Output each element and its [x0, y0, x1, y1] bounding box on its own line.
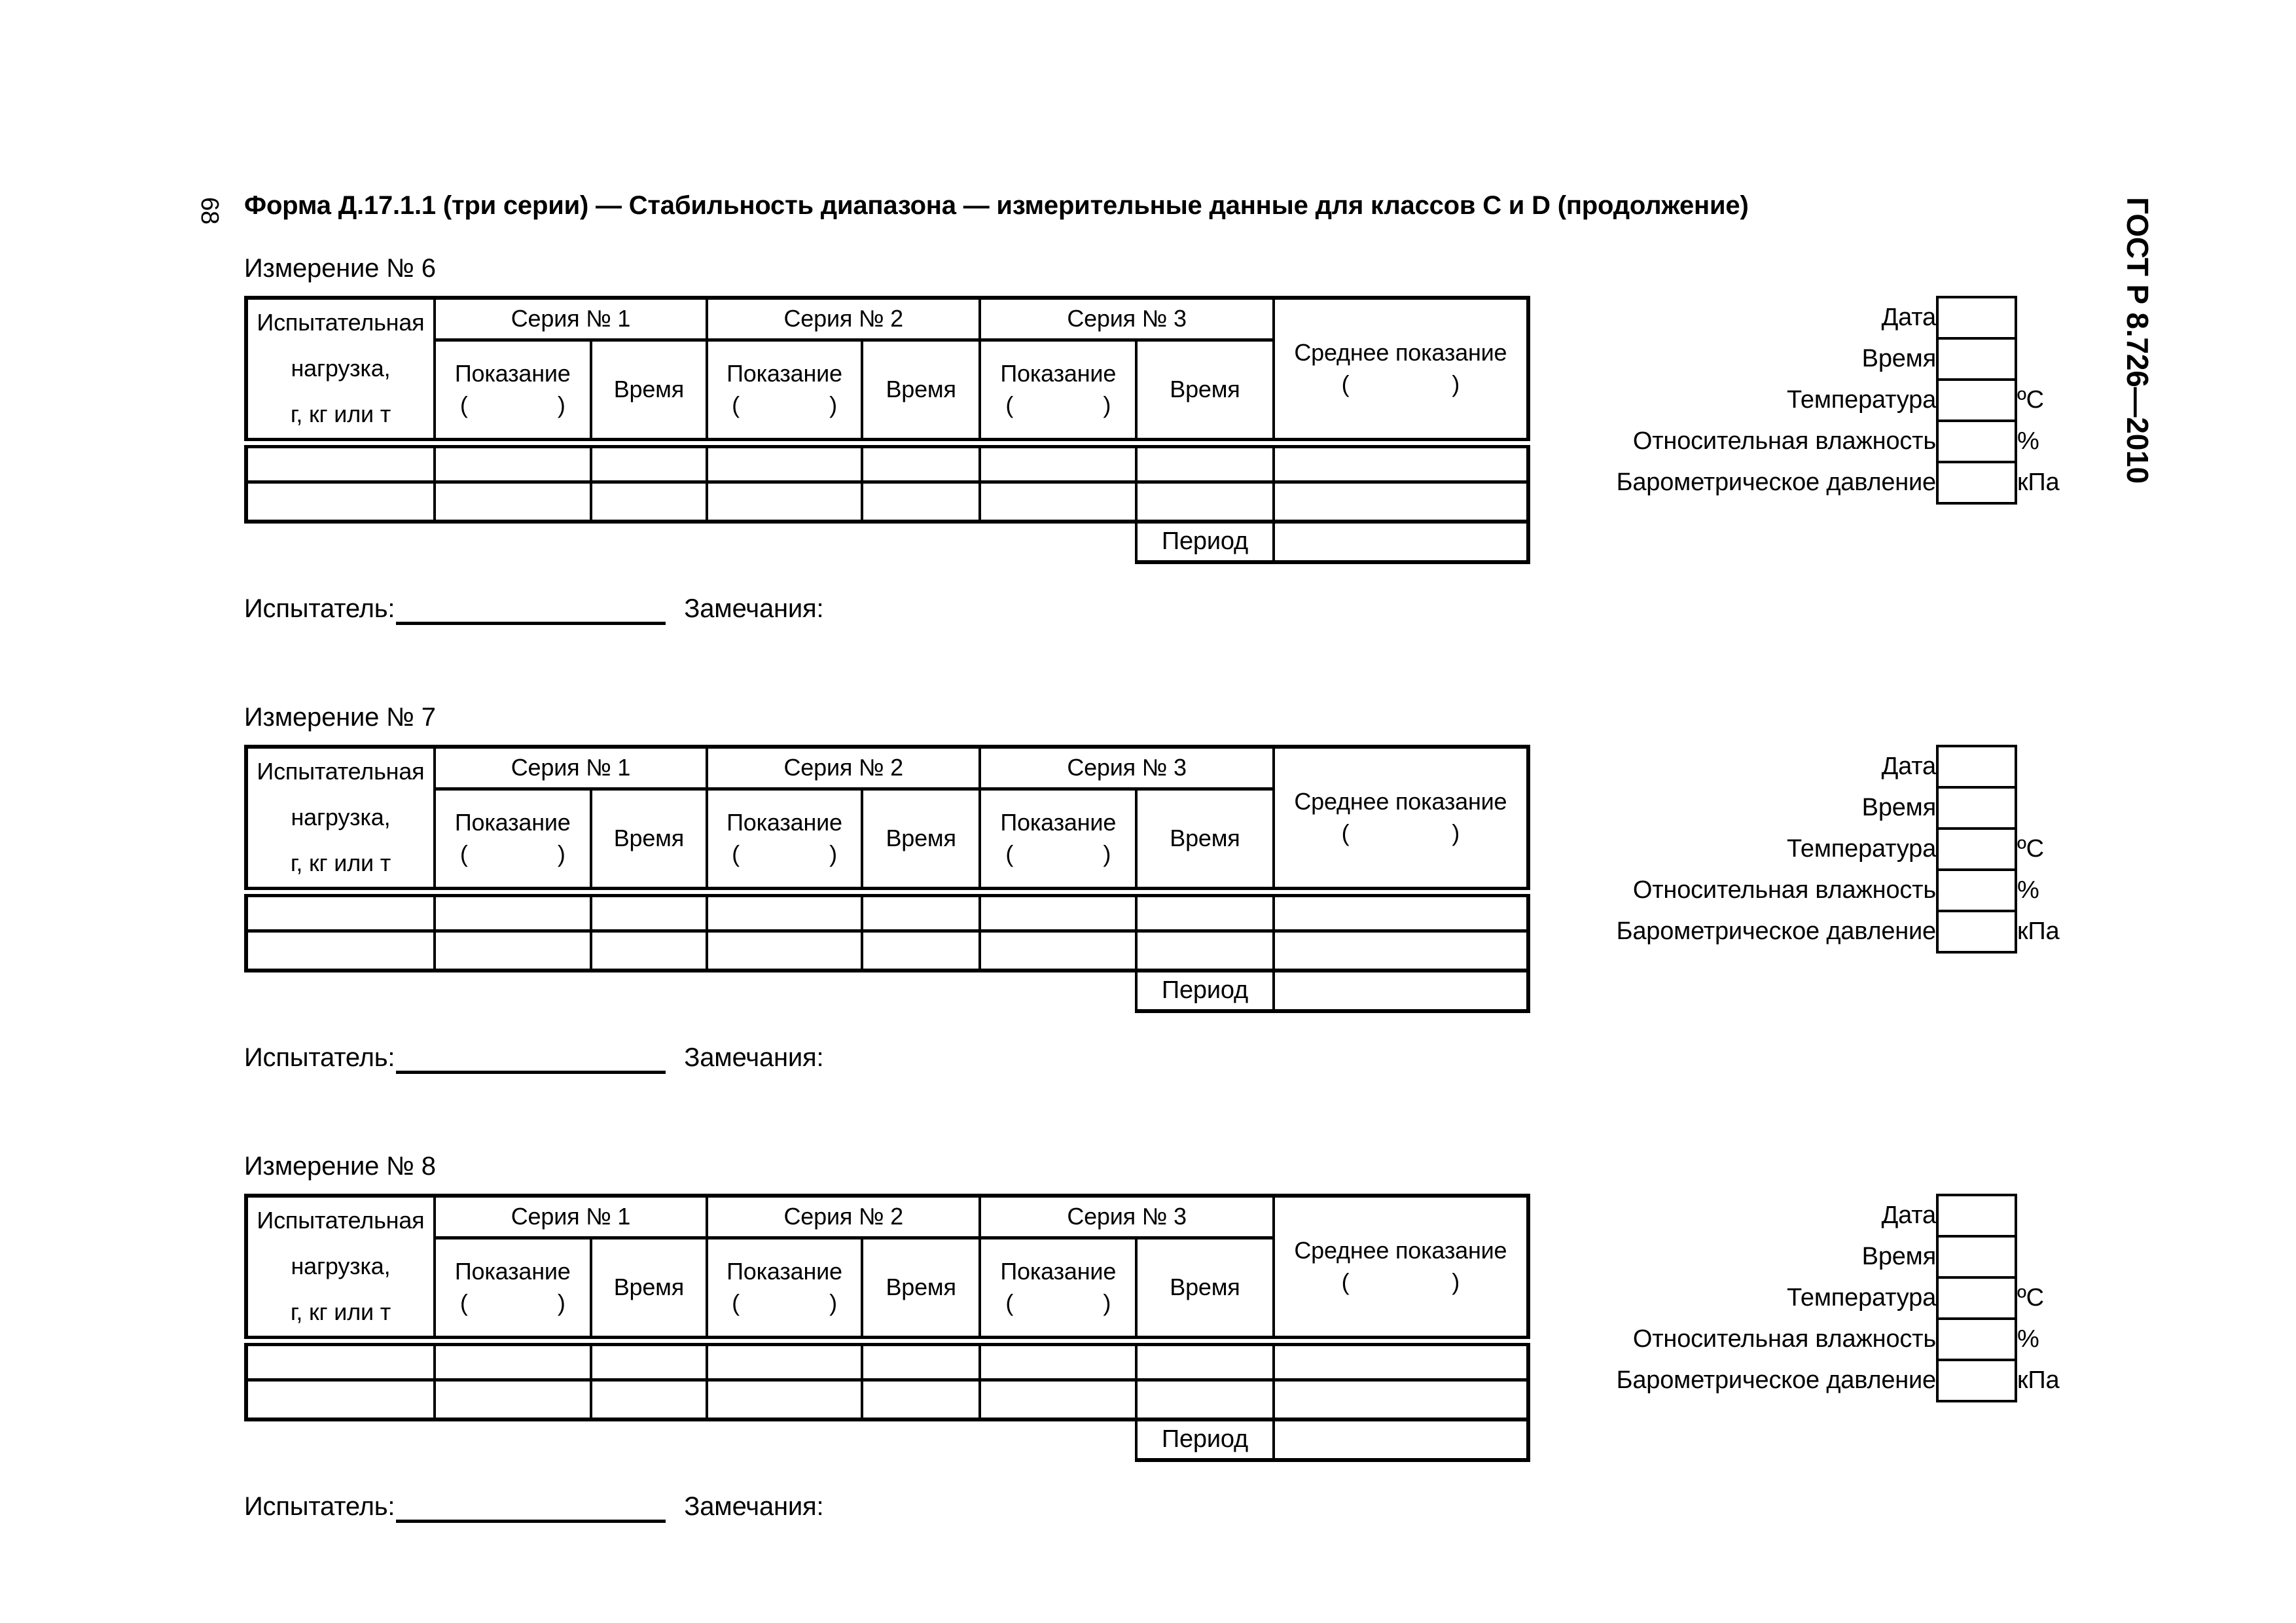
env-unit: %	[2017, 876, 2039, 904]
data-cell[interactable]	[591, 892, 708, 931]
env-label-date: Дата	[1881, 1202, 1936, 1229]
load-header-line: г, кг или т	[290, 1298, 391, 1326]
env-value-box[interactable]	[1937, 911, 2016, 952]
standard-designation: ГОСТ Р 8.726—2010	[2121, 197, 2155, 484]
series-3-header: Серия № 3	[980, 747, 1273, 789]
series-1-header: Серия № 1	[435, 747, 707, 789]
env-unit	[2016, 1195, 2295, 1236]
env-unit: ºС	[2017, 835, 2044, 863]
time-header: Время	[862, 789, 980, 891]
env-label-pressure: Барометрическое давление	[1616, 918, 1936, 945]
env-value-box[interactable]	[1937, 1319, 2016, 1360]
env-unit: %	[2017, 1325, 2039, 1353]
data-cell[interactable]	[246, 443, 435, 482]
mean-header-parens: ( )	[1341, 370, 1460, 398]
reading-header-parens: ( )	[459, 391, 565, 419]
data-cell[interactable]	[591, 482, 708, 522]
reading-header	[707, 1238, 862, 1340]
data-cell[interactable]	[435, 892, 591, 931]
form-title: Форма Д.17.1.1 (три серии) — Стабильность диапазона — измерительные данные для классов C и D (продолжение)	[244, 191, 1749, 220]
mean-header-parens: ( )	[1341, 819, 1460, 847]
data-cell[interactable]	[246, 892, 435, 931]
data-cell[interactable]	[435, 443, 591, 482]
env-row	[1172, 829, 2295, 870]
period-row	[246, 522, 1528, 562]
tester-label: Испытатель:	[244, 1492, 395, 1521]
load-header-line: Испытательная	[257, 309, 425, 336]
env-value-box[interactable]	[1937, 829, 2016, 870]
period-label-cell: Период	[1136, 971, 1274, 1011]
data-cell[interactable]	[980, 892, 1136, 931]
data-cell[interactable]	[435, 482, 591, 522]
data-cell[interactable]	[862, 1380, 980, 1419]
env-label-temperature: Температура	[1787, 835, 1936, 863]
tester-line	[244, 1043, 823, 1074]
load-column-header	[246, 747, 435, 892]
load-column-header	[246, 298, 435, 443]
env-value-box[interactable]	[1937, 746, 2016, 787]
env-value-box[interactable]	[1937, 338, 2016, 380]
reading-header-label: Показание	[726, 1258, 842, 1285]
env-value-box[interactable]	[1937, 1195, 2016, 1236]
env-unit	[2016, 297, 2295, 338]
env-label-time: Время	[1861, 345, 1936, 372]
mean-header-label: Среднее показание	[1294, 788, 1507, 815]
series-2-header: Серия № 2	[707, 1196, 980, 1238]
env-row	[1172, 1195, 2295, 1236]
env-unit: ºС	[2017, 1284, 2044, 1311]
env-value-box[interactable]	[1937, 1236, 2016, 1277]
data-cell[interactable]	[862, 443, 980, 482]
env-label-date: Дата	[1881, 304, 1936, 331]
data-cell[interactable]	[862, 931, 980, 971]
reading-header-parens: ( )	[459, 1289, 565, 1317]
data-cell[interactable]	[980, 1380, 1136, 1419]
load-header-line: нагрузка,	[291, 1253, 391, 1280]
data-cell[interactable]	[707, 1380, 862, 1419]
env-unit: кПа	[2017, 1366, 2060, 1394]
tester-signature-blank[interactable]	[396, 1044, 666, 1074]
reading-header-label: Показание	[454, 1258, 571, 1285]
measurement-label: Измерение № 8	[244, 1152, 436, 1181]
tester-line	[244, 1492, 823, 1523]
reading-header-label: Показание	[726, 360, 842, 387]
env-value-box[interactable]	[1937, 297, 2016, 338]
reading-header	[980, 789, 1136, 891]
mean-header-label: Среднее показание	[1294, 339, 1507, 366]
measurement-label: Измерение № 7	[244, 703, 436, 732]
load-column-header	[246, 1196, 435, 1341]
reading-header-parens: ( )	[732, 391, 837, 419]
data-cell[interactable]	[707, 443, 862, 482]
tester-signature-blank[interactable]	[396, 1493, 666, 1523]
period-label-cell: Период	[1136, 1419, 1274, 1460]
reading-header-label: Показание	[1000, 1258, 1117, 1285]
env-row	[1172, 1360, 2295, 1401]
data-cell[interactable]	[980, 931, 1136, 971]
env-label-pressure: Барометрическое давление	[1616, 1366, 1936, 1394]
load-header-line: нагрузка,	[291, 804, 391, 831]
env-row	[1172, 746, 2295, 787]
load-header-line: г, кг или т	[290, 849, 391, 877]
period-row-spacer	[246, 1419, 1136, 1460]
data-cell[interactable]	[862, 892, 980, 931]
reading-header-parens: ( )	[1005, 391, 1111, 419]
env-row	[1172, 380, 2295, 421]
data-cell[interactable]	[246, 1380, 435, 1419]
env-unit	[2016, 338, 2295, 380]
reading-header	[707, 789, 862, 891]
load-header-line: Испытательная	[257, 758, 425, 785]
series-2-header: Серия № 2	[707, 298, 980, 340]
reading-header-parens: ( )	[1005, 840, 1111, 868]
time-header: Время	[591, 1238, 708, 1340]
reading-header-parens: ( )	[459, 840, 565, 868]
env-row	[1172, 421, 2295, 462]
data-cell[interactable]	[862, 482, 980, 522]
reading-header-label: Показание	[726, 809, 842, 836]
data-cell[interactable]	[980, 443, 1136, 482]
env-label-temperature: Температура	[1787, 1284, 1936, 1311]
time-header: Время	[862, 340, 980, 442]
period-row	[246, 1419, 1528, 1460]
data-cell[interactable]	[591, 1380, 708, 1419]
data-cell[interactable]	[246, 931, 435, 971]
tester-label: Испытатель:	[244, 1043, 395, 1072]
env-label-humidity: Относительная влажность	[1632, 427, 1936, 455]
env-unit	[2016, 746, 2295, 787]
series-1-header: Серия № 1	[435, 298, 707, 340]
data-cell[interactable]	[246, 1341, 435, 1380]
data-cell[interactable]	[435, 931, 591, 971]
time-header: Время	[1136, 1238, 1274, 1340]
data-cell[interactable]	[980, 482, 1136, 522]
env-row	[1172, 1319, 2295, 1360]
series-3-header: Серия № 3	[980, 1196, 1273, 1238]
mean-header-label: Среднее показание	[1294, 1237, 1507, 1264]
env-value-box[interactable]	[1937, 1277, 2016, 1319]
data-cell[interactable]	[435, 1341, 591, 1380]
data-cell[interactable]	[707, 931, 862, 971]
time-header: Время	[591, 789, 708, 891]
data-cell[interactable]	[707, 892, 862, 931]
time-header: Время	[1136, 789, 1274, 891]
load-header-line: г, кг или т	[290, 401, 391, 428]
data-cell[interactable]	[707, 1341, 862, 1380]
environment-panel	[1172, 745, 2295, 954]
measurement-section-6	[244, 254, 2293, 673]
env-unit: ºС	[2017, 386, 2044, 414]
env-label-pressure: Барометрическое давление	[1616, 469, 1936, 496]
reading-header-label: Показание	[454, 360, 571, 387]
env-unit: кПа	[2017, 918, 2060, 945]
env-unit: %	[2017, 427, 2039, 455]
env-label-humidity: Относительная влажность	[1632, 876, 1936, 904]
measurement-section-8	[244, 1152, 2293, 1571]
period-label-cell: Период	[1136, 522, 1274, 562]
data-cell[interactable]	[707, 482, 862, 522]
reading-header	[707, 340, 862, 442]
measurement-label: Измерение № 6	[244, 254, 436, 283]
env-row	[1172, 462, 2295, 503]
env-label-time: Время	[1861, 1243, 1936, 1270]
tester-signature-blank[interactable]	[396, 595, 666, 625]
period-row-spacer	[246, 522, 1136, 562]
series-2-header: Серия № 2	[707, 747, 980, 789]
reading-header-parens: ( )	[732, 840, 837, 868]
data-cell[interactable]	[862, 1341, 980, 1380]
reading-header	[980, 340, 1136, 442]
remarks-label: Замечания:	[684, 1043, 824, 1072]
env-value-box[interactable]	[1937, 787, 2016, 829]
data-cell[interactable]	[246, 482, 435, 522]
period-value-cell[interactable]	[1274, 1419, 1528, 1460]
page-number: 68	[196, 197, 223, 224]
environment-panel	[1172, 1194, 2295, 1402]
env-row	[1172, 787, 2295, 829]
reading-header	[435, 340, 591, 442]
env-label-time: Время	[1861, 794, 1936, 821]
data-cell[interactable]	[591, 1341, 708, 1380]
reading-header-parens: ( )	[1005, 1289, 1111, 1317]
measurement-section-7	[244, 703, 2293, 1122]
period-value-cell[interactable]	[1274, 971, 1528, 1011]
env-label-temperature: Температура	[1787, 386, 1936, 414]
data-cell[interactable]	[980, 1341, 1136, 1380]
env-value-box[interactable]	[1937, 462, 2016, 503]
period-row	[246, 971, 1528, 1011]
env-row	[1172, 911, 2295, 952]
env-unit: кПа	[2017, 469, 2060, 496]
reading-header-label: Показание	[1000, 360, 1117, 387]
remarks-label: Замечания:	[684, 594, 824, 623]
period-value-cell[interactable]	[1274, 522, 1528, 562]
env-unit	[2016, 1236, 2295, 1277]
env-label-date: Дата	[1881, 753, 1936, 780]
time-header: Время	[1136, 340, 1274, 442]
reading-header	[435, 789, 591, 891]
env-value-box[interactable]	[1937, 1360, 2016, 1401]
series-1-header: Серия № 1	[435, 1196, 707, 1238]
reading-header-parens: ( )	[732, 1289, 837, 1317]
reading-header	[435, 1238, 591, 1340]
environment-panel	[1172, 296, 2295, 505]
env-row	[1172, 870, 2295, 911]
env-row	[1172, 297, 2295, 338]
reading-header-label: Показание	[454, 809, 571, 836]
period-row-spacer	[246, 971, 1136, 1011]
time-header: Время	[862, 1238, 980, 1340]
tester-line	[244, 594, 823, 625]
data-cell[interactable]	[591, 443, 708, 482]
series-3-header: Серия № 3	[980, 298, 1273, 340]
env-unit	[2016, 787, 2295, 829]
env-label-humidity: Относительная влажность	[1632, 1325, 1936, 1353]
env-row	[1172, 338, 2295, 380]
load-header-line: Испытательная	[257, 1207, 425, 1234]
remarks-label: Замечания:	[684, 1492, 824, 1521]
reading-header	[980, 1238, 1136, 1340]
data-cell[interactable]	[435, 1380, 591, 1419]
reading-header-label: Показание	[1000, 809, 1117, 836]
env-value-box[interactable]	[1937, 870, 2016, 911]
tester-label: Испытатель:	[244, 594, 395, 623]
load-header-line: нагрузка,	[291, 355, 391, 382]
env-row	[1172, 1277, 2295, 1319]
env-value-box[interactable]	[1937, 380, 2016, 421]
time-header: Время	[591, 340, 708, 442]
data-cell[interactable]	[591, 931, 708, 971]
env-row	[1172, 1236, 2295, 1277]
mean-header-parens: ( )	[1341, 1268, 1460, 1296]
env-value-box[interactable]	[1937, 421, 2016, 462]
